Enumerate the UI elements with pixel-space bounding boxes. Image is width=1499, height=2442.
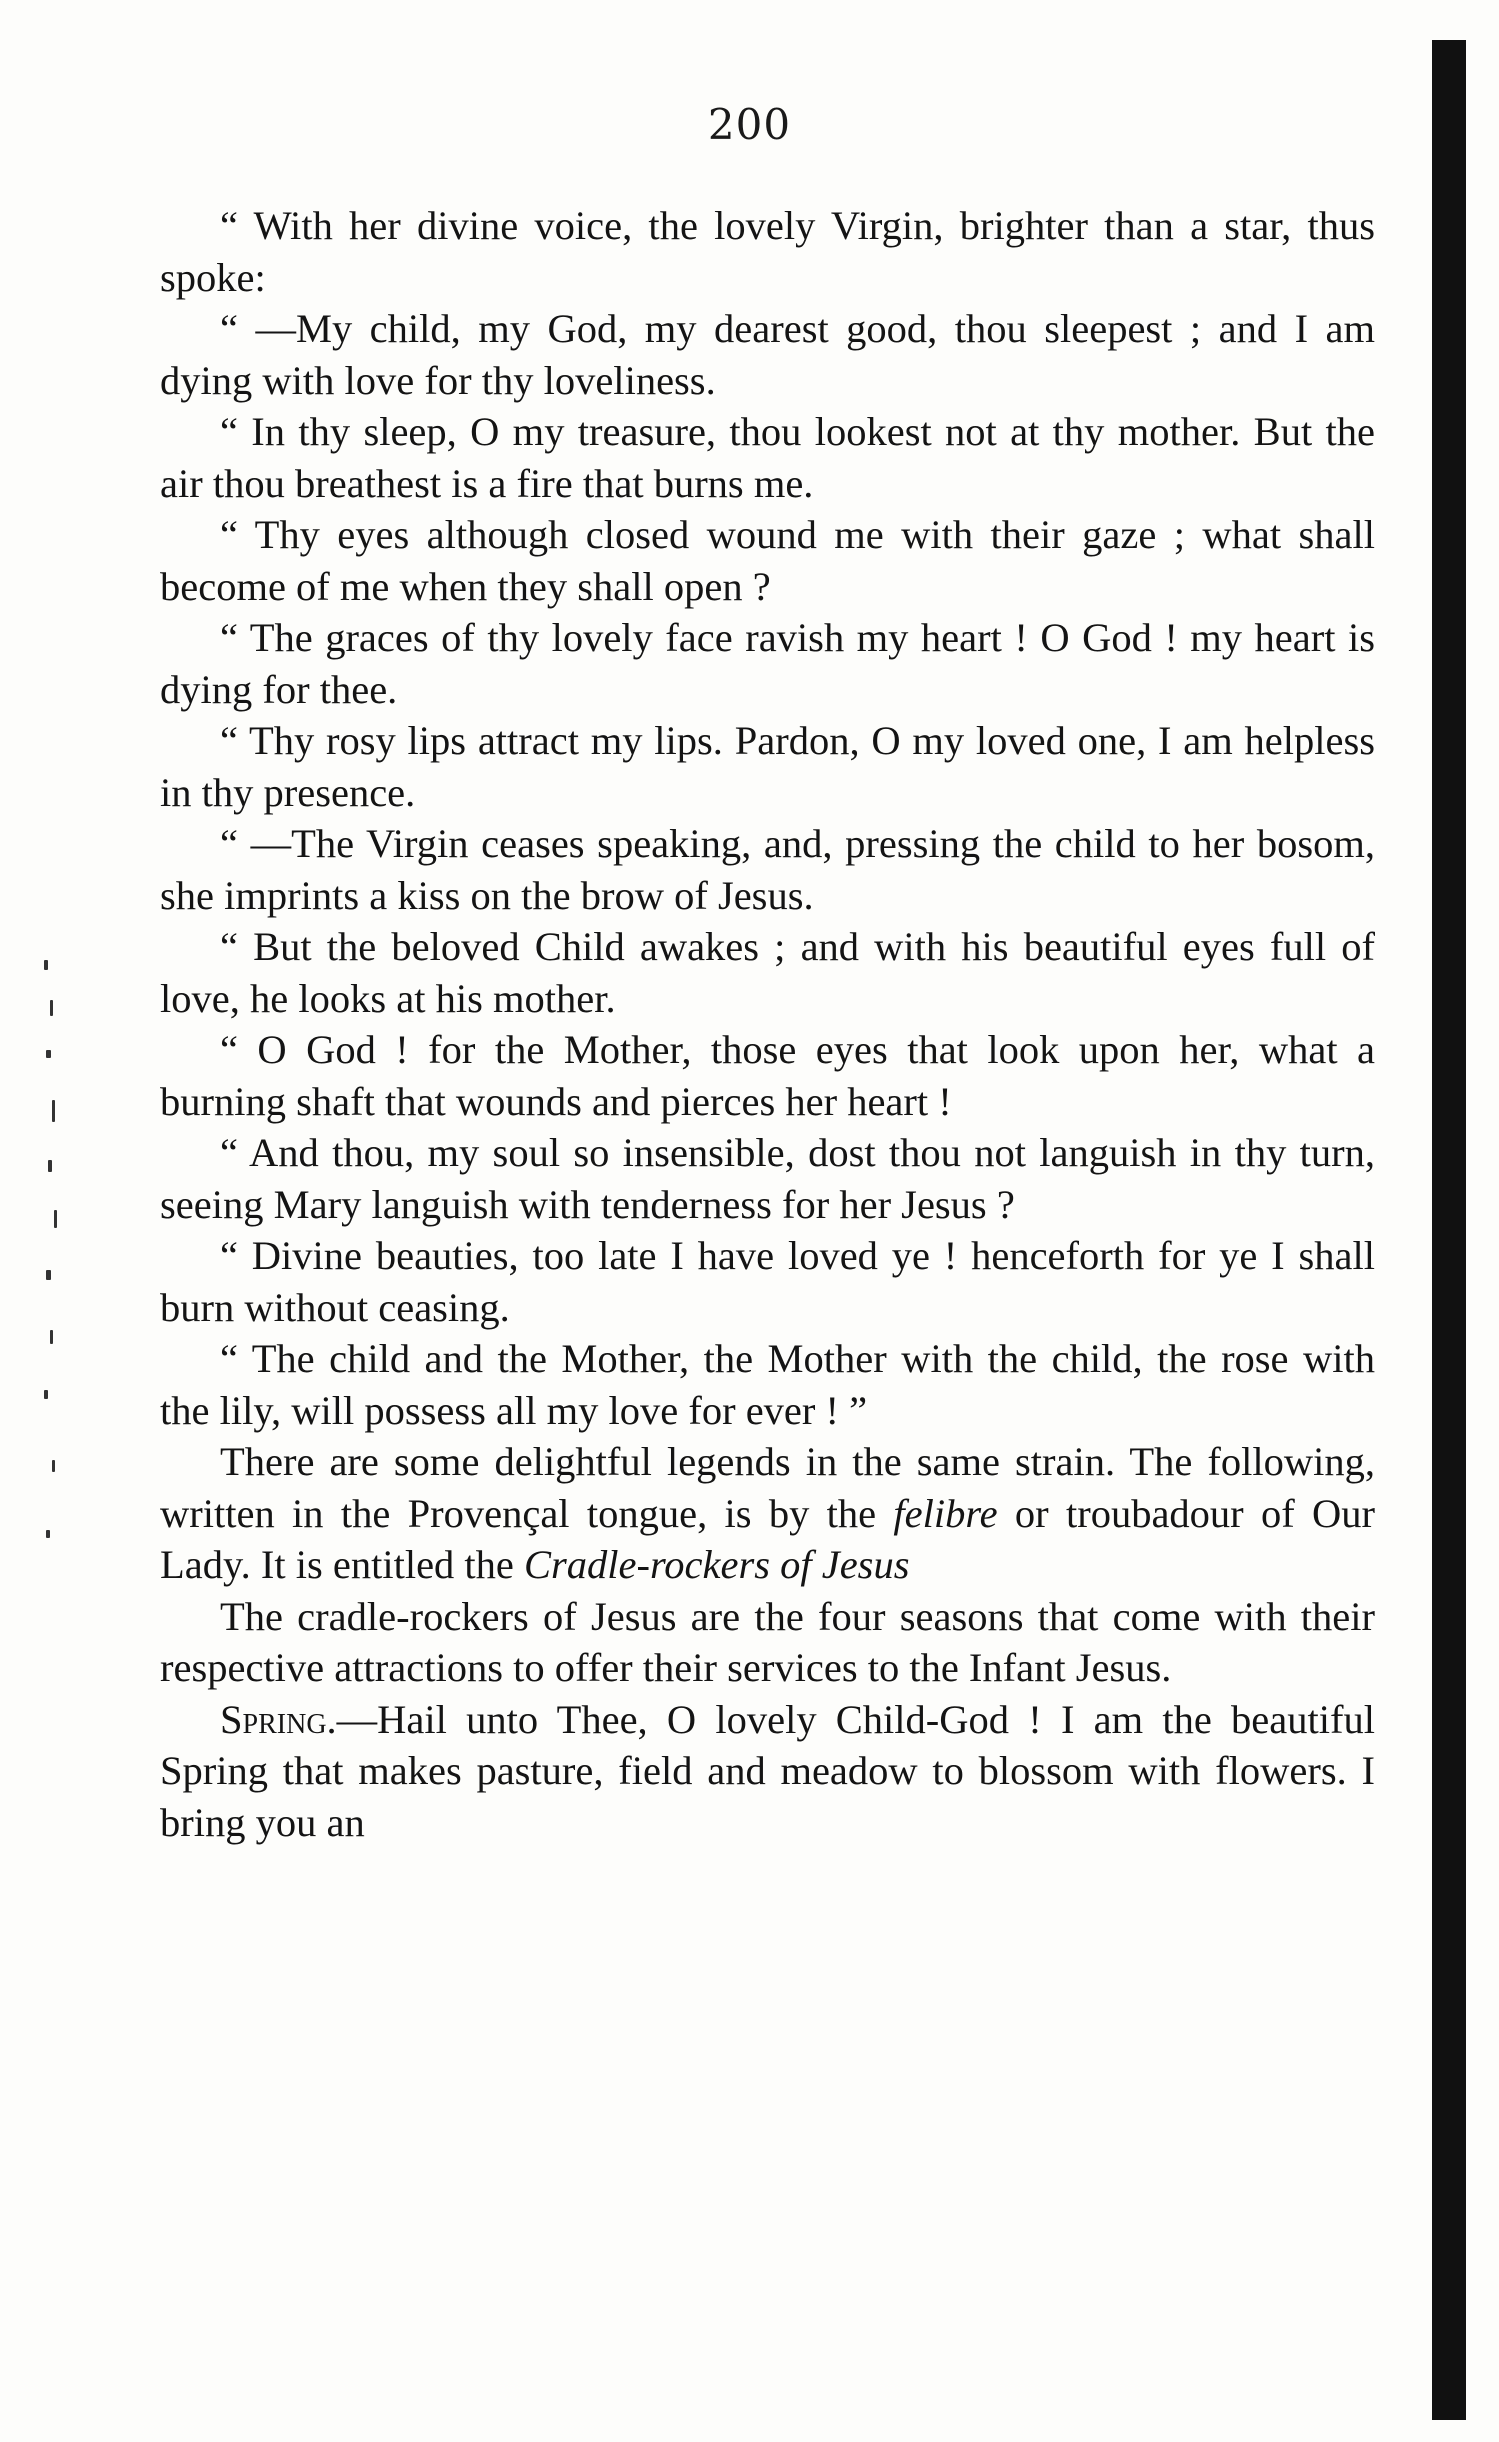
spring-text: —Hail unto Thee, O lovely Child-God ! I am the beautiful Spring that makes pasture, field and meadow to blossom with flowers. I bring you an [160, 1696, 1375, 1845]
margin-specks [40, 960, 80, 1600]
legend-title: Cradle-rockers of Jesus [524, 1542, 910, 1587]
spring-paragraph [160, 1694, 1375, 1849]
paragraph-3: “ In thy sleep, O my treasure, thou lookest not at thy mother. But the air thou breathest is a fire that burns me. [160, 409, 1375, 506]
paragraph-12: “ The child and the Mother, the Mother with the child, the rose with the lily, will possess all my love for ever ! ” [160, 1336, 1375, 1433]
paragraph-8: “ But the beloved Child awakes ; and with his beautiful eyes full of love, he looks at his mother. [160, 924, 1375, 1021]
legend-paragraph [160, 1436, 1375, 1591]
paragraph-1: “ With her divine voice, the lovely Virgin, brighter than a star, thus spoke: [160, 203, 1375, 300]
paragraph-10: “ And thou, my soul so insensible, dost thou not languish in thy turn, seeing Mary languish with tenderness for her Jesus ? [160, 1130, 1375, 1227]
paragraph-6: “ Thy rosy lips attract my lips. Pardon, O my loved one, I am helpless in thy presence. [160, 718, 1375, 815]
paragraph-7: “ —The Virgin ceases speaking, and, pressing the child to her bosom, she imprints a kiss on the brow of Jesus. [160, 821, 1375, 918]
legend-text-before: There are some delightful legends in the same strain. The following, written in the Provençal tongue, is by the [160, 1439, 1375, 1536]
felibre-word: felibre [893, 1490, 998, 1536]
binding-edge-shadow [1432, 40, 1466, 2420]
page-number: 200 [707, 100, 792, 149]
paragraph-4: “ Thy eyes although closed wound me with their gaze ; what shall become of me when they shall open ? [160, 512, 1375, 609]
legend-text-after: or troubadour of Our Lady. It is entitled the [160, 1490, 1375, 1587]
seasons-paragraph: The cradle-rockers of Jesus are the four seasons that come with their respective attractions to offer their services to the Infant Jesus. [160, 1593, 1375, 1690]
paragraph-5: “ The graces of thy lovely face ravish my heart ! O God ! my heart is dying for thee. [160, 615, 1375, 712]
paragraph-2: “ —My child, my God, my dearest good, thou sleepest ; and I am dying with love for thy loveliness. [160, 306, 1375, 403]
paragraph-9: “ O God ! for the Mother, those eyes that look upon her, what a burning shaft that wounds and pierces her heart ! [160, 1027, 1375, 1124]
paragraph-11: “ Divine beauties, too late I have loved ye ! henceforth for ye I shall burn without ceasing. [160, 1233, 1375, 1330]
spring-label: Spring. [220, 1696, 337, 1742]
body-text [160, 200, 1375, 1848]
